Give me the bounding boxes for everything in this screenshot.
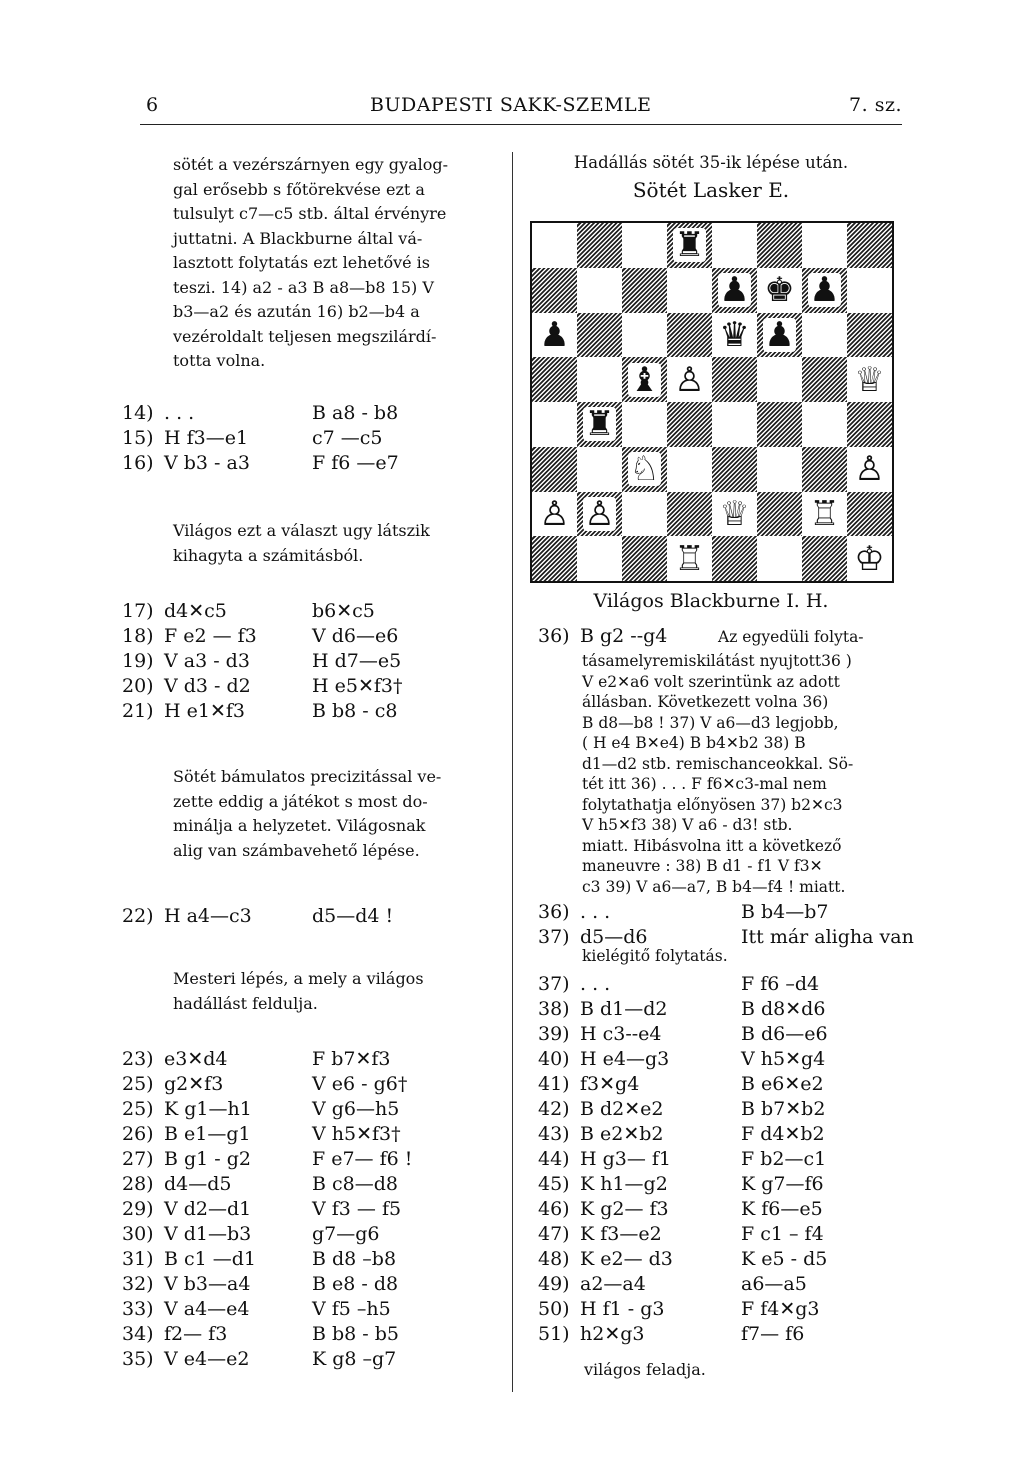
commentary-2 [173,519,503,568]
board-square [802,402,847,447]
white-move: . . . [580,901,611,923]
black-move: V f5 –h5 [312,1298,391,1320]
black-move: F b2—c1 [741,1148,827,1170]
white-move: H e4—g3 [580,1048,670,1070]
move-row [538,997,908,1022]
board-square [577,447,622,492]
white-move: H f3—e1 [164,427,249,449]
white-queen-icon: ♕ [854,359,885,400]
move-number: 23) [122,1048,154,1070]
board-square [757,492,802,537]
black-move: a6—a5 [741,1273,807,1295]
annotation-line: V h5✕f3 38) V a6 - d3! stb. [582,816,793,834]
board-square [532,402,577,447]
move-row [122,1247,482,1272]
white-move: B c1 —d1 [164,1248,257,1270]
move-number: 50) [538,1298,570,1320]
move-number: 42) [538,1098,570,1120]
text-line: Világos ezt a választ ugy látszik [173,521,430,540]
black-move: c7 —c5 [312,427,383,449]
black-move: B d8 –b8 [312,1248,397,1270]
black-move: K e5 - d5 [741,1248,828,1270]
move-row [122,1222,482,1247]
board-square [802,536,847,581]
board-square [622,268,667,313]
text-line: zette eddig a játékot s most do- [173,791,428,811]
move-row [538,1272,908,1297]
moves-37-51 [538,972,908,1347]
move-row [122,1172,482,1197]
board-square [532,536,577,581]
white-pawn-icon: ♙ [854,449,885,490]
move-row [538,1247,908,1272]
move-row [538,1322,908,1347]
white-pawn-icon: ♙ [539,493,570,534]
move-number: 48) [538,1248,570,1270]
white-move: F e2 — f3 [164,625,257,647]
black-queen-icon: ♛ [719,314,750,355]
moves-17-21 [122,599,482,724]
move-number: 21) [122,700,154,722]
annotation-36 [538,625,908,897]
moves-22 [122,904,482,929]
move-number: 25) [122,1098,154,1120]
board-square [757,402,802,447]
text-line: b3—a2 és azután 16) b2—b4 a [173,302,420,321]
black-move: B b4—b7 [741,901,829,923]
move-row [538,1297,908,1322]
black-move: B e8 - d8 [312,1273,399,1295]
page-header [140,94,902,125]
move-number: 28) [122,1173,154,1195]
move-row [122,674,482,699]
annotation-line: c3 39) V a6—a7, B b4—f4 ! miatt. [582,877,846,896]
board-square [577,268,622,313]
white-move: V d3 - d2 [164,675,251,697]
black-move: K f6—e5 [741,1198,823,1220]
board-square [622,402,667,447]
text-line: vezéroldalt teljesen megszilárdí- [173,326,437,346]
black-move: f7— f6 [741,1323,805,1345]
board-square [757,447,802,492]
board-square [667,492,712,537]
move-number: 41) [538,1073,570,1095]
annotation-line: V e2✕a6 volt szerintünk az adott [582,672,840,691]
move-row [122,401,482,426]
black-move: Itt már aligha van [741,926,914,948]
white-move: H e1✕f3 [164,700,245,722]
text-line: alig van számbavehető lépése. [173,840,420,860]
commentary-4 [173,967,503,1016]
board-square [757,357,802,402]
black-move: K g7—f6 [741,1173,824,1195]
commentary-3 [173,765,503,863]
white-move: V b3 - a3 [164,452,250,474]
black-move: F d4✕b2 [741,1123,825,1145]
move-row [122,1097,482,1122]
move-number: 47) [538,1223,570,1245]
white-move: d4—d5 [164,1173,232,1195]
board-square [577,313,622,358]
board-square [667,447,712,492]
board-square [667,268,712,313]
white-knight-icon: ♘ [629,449,660,490]
white-move: B d1—d2 [580,998,668,1020]
move-number: 27) [122,1148,154,1170]
board-square [667,313,712,358]
move-row [538,1097,908,1122]
move-row [122,649,482,674]
black-move: B d8✕d6 [741,998,826,1020]
move-number: 31) [122,1248,154,1270]
move-number: 30) [122,1223,154,1245]
move-number: 20) [122,675,154,697]
black-move: B b8 - b5 [312,1323,400,1345]
move-row [122,426,482,451]
text-line: juttatni. A Blackburne által vá- [173,228,423,248]
move-row [538,1022,908,1047]
annotation-37: kielégitő folytatás. [582,947,728,965]
white-move: a2—a4 [580,1273,646,1295]
black-move: V d6—e6 [312,625,399,647]
annotation-line: d1—d2 stb. remischanceokkal. Sö- [582,754,854,773]
white-queen-icon: ♕ [719,493,750,534]
diagram-title: Hadállás sötét 35-ik lépése után. [573,153,849,172]
move-row [538,1047,908,1072]
text-line: teszi. 14) a2 - a3 B a8—b8 15) V [173,277,434,297]
move-row [122,904,482,929]
black-move: H e5✕f3† [312,675,403,697]
move-number: 33) [122,1298,154,1320]
board-square [847,402,892,447]
move-number: 38) [538,998,570,1020]
white-move: B e2✕b2 [580,1123,664,1145]
white-move: B g2 --g4 [580,625,668,647]
moves-23-35 [122,1047,482,1372]
black-pawn-icon: ♟ [764,314,795,355]
black-move: F f4✕g3 [741,1298,820,1320]
black-move: V e6 - g6† [312,1073,408,1095]
move-number: 25) [122,1073,154,1095]
move-number: 17) [122,600,154,622]
move-row [538,1122,908,1147]
board-square [622,492,667,537]
white-move: V a3 - d3 [164,650,250,672]
move-number: 19) [122,650,154,672]
white-move: V a4—e4 [164,1298,250,1320]
black-player: Sötét Lasker E. [632,178,790,202]
white-rook-icon: ♖ [674,538,705,579]
move-number: 16) [122,452,154,474]
commentary-1 [173,153,493,374]
white-move: d5—d6 [580,926,648,948]
black-king-icon: ♚ [764,270,795,311]
move-row [122,451,482,476]
move-number: 22) [122,905,154,927]
annotation-line: tásamelyremiskilátást nyujtott36 ) [582,652,852,670]
move-number: 37) [538,973,570,995]
move-row [538,1072,908,1097]
white-move: V d1—b3 [164,1223,252,1245]
board-square [802,447,847,492]
white-move: h2✕g3 [580,1323,645,1345]
move-row [122,1072,482,1097]
white-move: f3✕g4 [580,1073,640,1095]
black-rook-icon: ♜ [674,225,705,266]
white-move: K g1—h1 [164,1098,252,1120]
black-move: F e7— f6 ! [312,1148,413,1170]
move-row [122,1347,482,1372]
page-number: 6 [146,94,159,116]
board-square [667,402,712,447]
white-king-icon: ♔ [854,538,885,579]
board-square [802,223,847,268]
move-number: 26) [122,1123,154,1145]
text-line: hadállást feldulja. [173,993,318,1013]
board-square [847,492,892,537]
board-square [577,536,622,581]
white-move: d4✕c5 [164,600,227,622]
move-row [122,1122,482,1147]
move-number: 15) [122,427,154,449]
white-move: B e1—g1 [164,1123,251,1145]
white-move: H g3— f1 [580,1148,672,1170]
move-number: 45) [538,1173,570,1195]
move-row [122,1272,482,1297]
white-move: K h1—g2 [580,1173,668,1195]
text-line: gal erősebb s főtörekvése ezt a [173,179,425,199]
text-line: Mesteri lépés, a mely a világos [173,969,424,988]
white-pawn-icon: ♙ [674,359,705,400]
black-pawn-icon: ♟ [809,270,840,311]
move-row [122,699,482,724]
annotation-line: állásban. Következett volna 36) [582,693,829,711]
board-square [577,357,622,402]
board-square [712,357,757,402]
board-square [847,268,892,313]
text-line: kihagyta a számitásból. [173,545,364,565]
resignation-note: világos feladja. [584,1360,706,1379]
black-move: B b7✕b2 [741,1098,826,1120]
annotation-line: B d8—b8 ! 37) V a6—d3 legjobb, [582,713,839,732]
text-line: sötét a vezérszárnyen egy gyalog- [173,155,449,174]
black-pawn-icon: ♟ [719,270,750,311]
white-move: H f1 - g3 [580,1298,665,1320]
column-divider [512,152,513,1392]
black-move: V h5✕f3† [312,1123,401,1145]
move-row [122,1147,482,1172]
board-square [847,223,892,268]
board-square [847,313,892,358]
text-line: lasztott folytatás ezt lehetővé is [173,253,431,272]
move-number: 36) [538,901,570,923]
move-number: 43) [538,1123,570,1145]
chess-board [530,221,894,583]
black-move: b6✕c5 [312,600,375,622]
move-number: 44) [538,1148,570,1170]
white-move: H a4—c3 [164,905,252,927]
board-square [712,536,757,581]
move-row [538,1197,908,1222]
white-move: . . . [580,973,611,995]
move-number: 34) [122,1323,154,1345]
moves-14-16 [122,401,482,476]
board-square [802,357,847,402]
board-square [712,223,757,268]
annotation-line: maneuvre : 38) B d1 - f1 V f3✕ [582,857,823,875]
black-move: F c1 – f4 [741,1223,824,1245]
move-number: 35) [122,1348,154,1370]
move-number: 39) [538,1023,570,1045]
black-move: V h5✕g4 [741,1048,826,1070]
black-move: F b7✕f3 [312,1048,391,1070]
move-row [122,1197,482,1222]
white-rook-icon: ♖ [809,493,840,534]
move-row [122,624,482,649]
white-pawn-icon: ♙ [584,493,615,534]
black-move: B c8—d8 [312,1173,398,1195]
board-square [757,223,802,268]
white-move: g2✕f3 [164,1073,224,1095]
black-move: V f3 — f5 [312,1198,402,1220]
move-number: 51) [538,1323,570,1345]
black-move: K g8 –g7 [312,1348,397,1370]
board-square [712,402,757,447]
white-move: K g2— f3 [580,1198,669,1220]
move-number: 49) [538,1273,570,1295]
white-move: H c3--e4 [580,1023,662,1045]
black-move: B a8 - b8 [312,402,399,424]
move-row [538,972,908,997]
annotation-line: tét itt 36) . . . F f6✕c3-mal nem [582,775,827,793]
black-move: V g6—h5 [312,1098,400,1120]
white-move: V e4—e2 [164,1348,250,1370]
board-square [622,536,667,581]
white-move: V d2—d1 [164,1198,252,1220]
moves-36-37 [538,900,914,950]
board-square [532,268,577,313]
move-row [538,1147,908,1172]
move-row [122,1297,482,1322]
black-move: g7—g6 [312,1223,380,1245]
board-square [757,536,802,581]
annotation-line: ( H e4 B✕e4) B b4✕b2 38) B [582,734,806,752]
board-square [622,223,667,268]
text-line: Sötét bámulatos precizitással ve- [173,767,442,786]
move-row [538,1172,908,1197]
board-square [622,313,667,358]
move-number: 46) [538,1198,570,1220]
black-move: B b8 - c8 [312,700,398,722]
black-pawn-icon: ♟ [539,314,570,355]
white-move: f2— f3 [164,1323,228,1345]
white-move: e3✕d4 [164,1048,228,1070]
move-row [122,599,482,624]
white-move: K e2— d3 [580,1248,673,1270]
move-row [122,1047,482,1072]
black-move: F f6 –d4 [741,973,820,995]
board-square [532,223,577,268]
white-move: B g1 - g2 [164,1148,252,1170]
black-move: F f6 —e7 [312,452,399,474]
annotation-line: folytathatja előnyösen 37) b2✕c3 [582,795,843,814]
black-move: H d7—e5 [312,650,402,672]
text-line: minálja a helyzetet. Világosnak [173,816,426,835]
annotation-line: miatt. Hibásvolna itt a következő [582,836,842,855]
move-row [538,900,908,925]
black-move: B e6✕e2 [741,1073,824,1095]
black-move: d5—d4 ! [312,905,394,927]
move-row [538,1222,908,1247]
move-number: 36) [538,625,570,647]
black-rook-icon: ♜ [584,404,615,445]
annotation-line [538,625,908,651]
white-move: . . . [164,402,195,424]
journal-title: BUDAPESTI SAKK-SZEMLE [370,94,652,116]
board-square [532,357,577,402]
black-bishop-icon: ♝ [629,359,660,400]
white-player: Világos Blackburne I. H. [593,590,829,612]
move-number: 14) [122,402,154,424]
white-move: V b3—a4 [164,1273,251,1295]
move-number: 18) [122,625,154,647]
board-square [577,223,622,268]
annotation-text: Az egyedüli folyta- [718,628,864,646]
move-number: 32) [122,1273,154,1295]
issue-number: 7. sz. [849,94,902,116]
black-move: B d6—e6 [741,1023,828,1045]
white-move: B d2✕e2 [580,1098,664,1120]
move-number: 37) [538,926,570,948]
board-square [532,447,577,492]
move-number: 29) [122,1198,154,1220]
board-square [802,313,847,358]
board-square [712,447,757,492]
text-line: tulsulyt c7—c5 stb. által érvényre [173,204,447,223]
white-move: K f3—e2 [580,1223,662,1245]
text-line: totta volna. [173,351,266,370]
move-number: 40) [538,1048,570,1070]
move-row [122,1322,482,1347]
